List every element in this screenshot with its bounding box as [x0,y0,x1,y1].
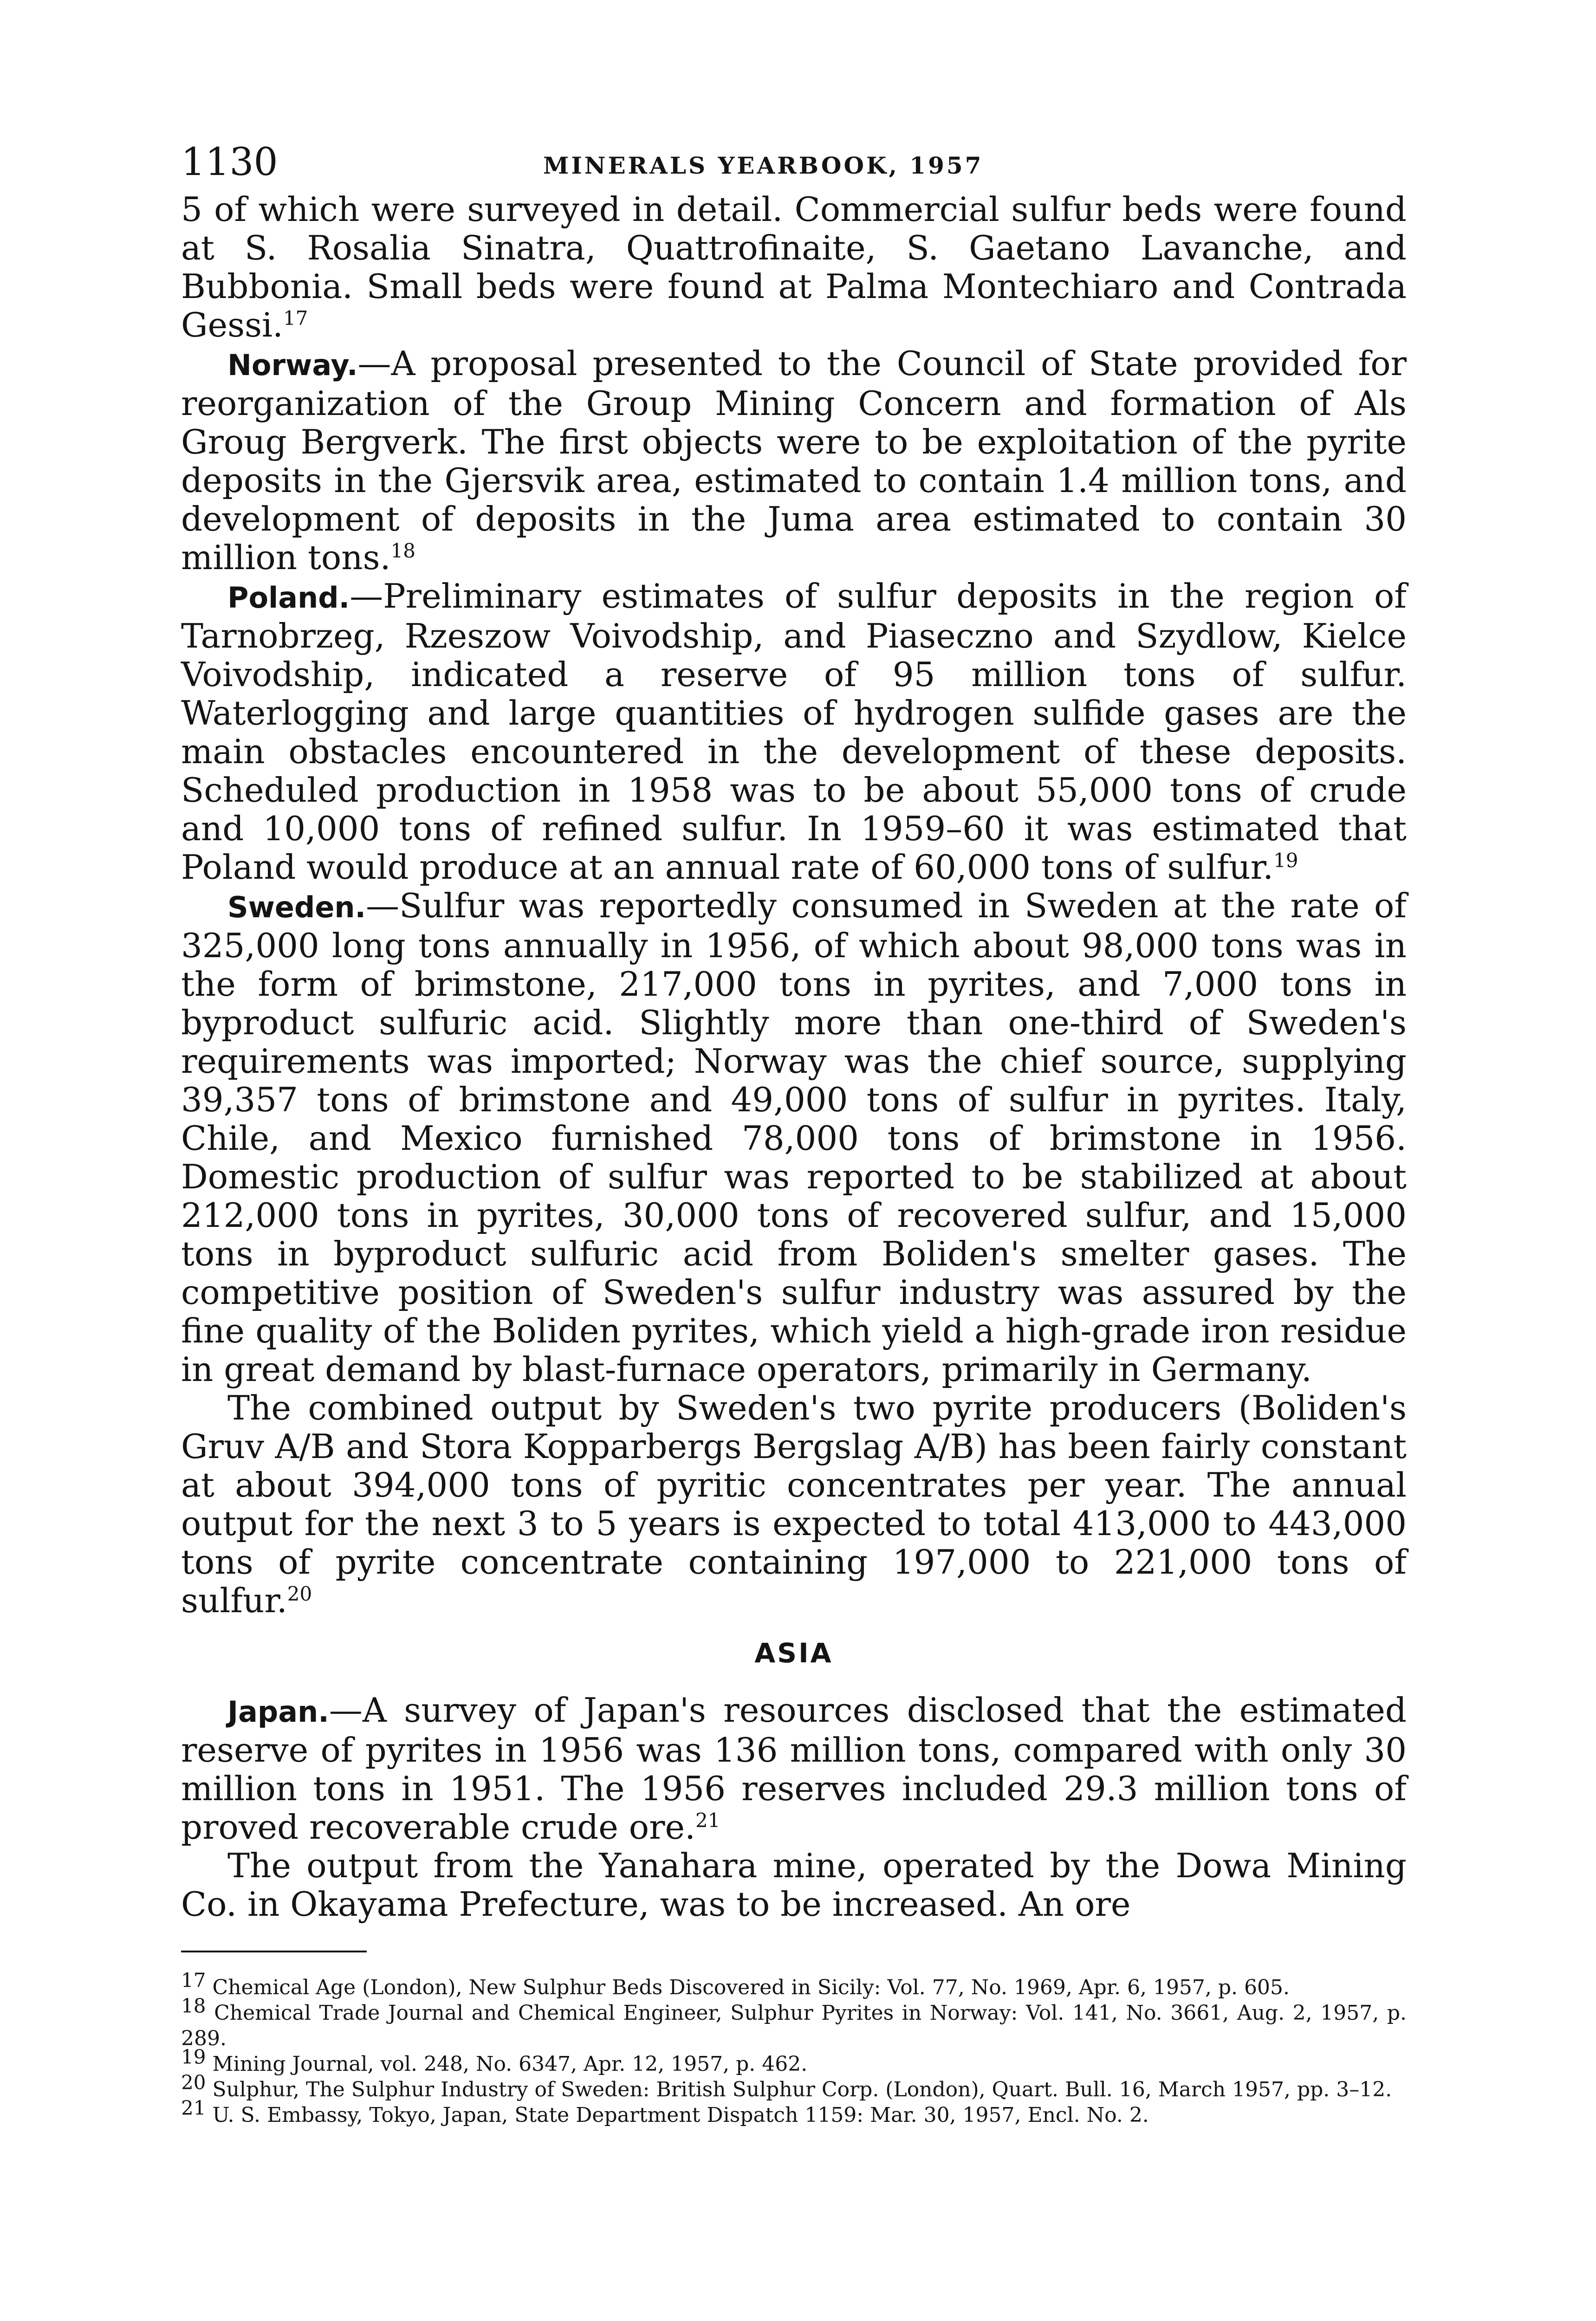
paragraph-text: —Sulfur was reportedly consumed in Sweden at the rate of 325,000 long tons annually in 1956, of which about 98,000 tons was in the form of brimstone, 217,000 tons in pyrites, and 7,000 tons in byproduct sulfuric acid. Slightly more than one-third of Sweden's requirements was imported; Norway was the chief source, supplying 39,357 tons of brimstone and 49,000 tons of sulfur in pyrites. Italy, Chile, and Mexico furnished 78,000 tons of brimstone in 1956. Domestic production of sulfur was reported to be stabilized at about 212,000 tons in pyrites, 30,000 tons of recovered sulfur, and 15,000 tons in byproduct sulfuric acid from Boliden's smelter gases. The competitive position of Sweden's sulfur industry was assured by the fine quality of the Boliden pyrites, which yield a high-grade iron residue in great demand by blast-furnace operators, primarily in Germany. [181,886,1407,1389]
country-heading-sweden: Sweden. [227,890,366,924]
footnote-19 [181,2045,1407,2077]
paragraph-text: The output from the Yanahara mine, operated by the Dowa Mining Co. in Okayama Prefecture, was to be increased. An ore [181,1846,1407,1924]
footnote-ref: 21 [695,1809,720,1832]
country-heading-poland: Poland. [227,581,350,615]
footnote-text: U. S. Embassy, Tokyo, Japan, State Department Dispatch 1159: Mar. 30, 1957, Encl. No. 2. [212,2103,1149,2127]
page-header [181,139,1407,190]
running-title: MINERALS YEARBOOK, 1957 [543,152,984,179]
footnote-ref: 20 [287,1582,312,1605]
body-text [181,190,1407,1924]
paragraph-sicily-continued [181,190,1407,344]
footnote-number: 18 [181,1994,206,2017]
footnote-ref: 18 [390,539,415,562]
paragraph-poland [181,577,1407,887]
footnote-number: 21 [181,2096,206,2120]
paragraph-japan [181,1691,1407,1847]
section-heading-asia: ASIA [754,1637,833,1669]
footnote-17 [181,1969,1407,2000]
footnote-20 [181,2071,1407,2102]
document-page [181,139,1407,2128]
paragraph-sweden [181,887,1407,1389]
footnote-text: Chemical Age (London), New Sulphur Beds Discovered in Sicily: Vol. 77, No. 1969, Apr. 6, 1957, p. 605. [212,1976,1290,1999]
paragraph-text: —Preliminary estimates of sulfur deposits in the region of Tarnobrzeg, Rzeszow Voivodship, and Piaseczno and Szydlow, Kielce Voivodship, indicated a reserve of 95 million tons of sulfur. Waterlogging and large quantities of hydrogen sulfide gases are the main obstacles encountered in the development of these deposits. Scheduled production in 1958 was to be about 55,000 tons of crude and 10,000 tons of refined sulfur. In 1959–60 it was estimated that Poland would produce at an annual rate of 60,000 tons of sulfur. [181,577,1407,887]
footnote-18 [181,1994,1407,2051]
paragraph-text: 5 of which were surveyed in detail. Commercial sulfur beds were found at S. Rosalia Sinatra, Quattrofinaite, S. Gaetano Lavanche, and Bubbonia. Small beds were found at Palma Montechiaro and Contrada Gessi. [181,190,1407,344]
paragraph-yanahara [181,1847,1407,1924]
paragraph-norway [181,344,1407,577]
footnote-divider [181,1951,367,1952]
paragraph-text: —A survey of Japan's resources disclosed that the estimated reserve of pyrites in 1956 was 136 million tons, compared with only 30 million tons in 1951. The 1956 reserves included 29.3 million tons of proved recoverable crude ore. [181,1691,1407,1847]
page-number: 1130 [181,140,278,184]
footnote-text: Chemical Trade Journal and Chemical Engineer, Sulphur Pyrites in Norway: Vol. 141, No. 3661, Aug. 2, 1957, p. 289. [181,2001,1407,2050]
footnotes [181,1969,1407,2128]
footnote-number: 17 [181,1969,206,1992]
footnote-text: Mining Journal, vol. 248, No. 6347, Apr. 12, 1957, p. 462. [212,2052,808,2076]
paragraph-sweden-output [181,1389,1407,1620]
footnote-ref: 17 [283,307,308,330]
paragraph-text: The combined output by Sweden's two pyrite producers (Boliden's Gruv A/B and Stora Kopparbergs Bergslag A/B) has been fairly constant at about 394,000 tons of pyritic concentrates per year. The annual output for the next 3 to 5 years is expected to total 413,000 to 443,000 tons of pyrite concentrate containing 197,000 to 221,000 tons of sulfur. [181,1388,1407,1620]
footnote-number: 20 [181,2071,206,2094]
footnote-ref: 19 [1273,849,1298,872]
country-heading-japan: Japan. [227,1695,329,1729]
country-heading-norway: Norway. [227,348,358,382]
footnote-21 [181,2096,1407,2128]
footnote-text: Sulphur, The Sulphur Industry of Sweden: British Sulphur Corp. (London), Quart. Bull. 16, March 1957, pp. 3–12. [212,2078,1392,2101]
footnote-number: 19 [181,2045,206,2068]
paragraph-text: —A proposal presented to the Council of State provided for reorganization of the Group Mining Concern and formation of Als Groug Bergverk. The first objects were to be exploitation of the pyrite deposits in the Gjersvik area, estimated to contain 1.4 million tons, and development of deposits in the Juma area estimated to contain 30 million tons. [181,344,1407,577]
